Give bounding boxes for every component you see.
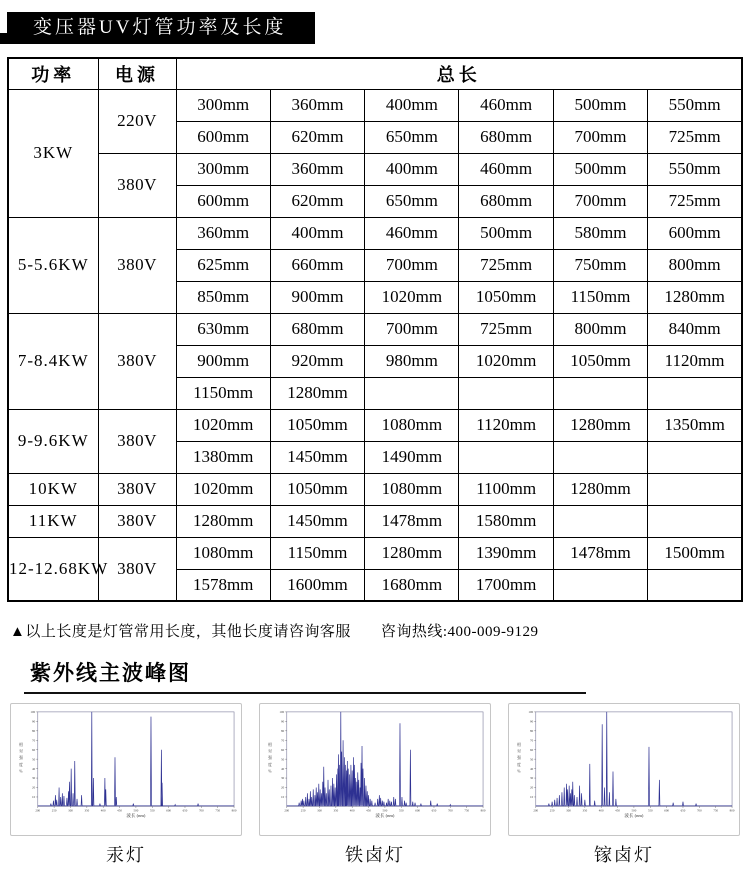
length-cell: 400mm	[365, 89, 459, 121]
length-cell: 1580mm	[459, 505, 553, 537]
svg-text:30: 30	[32, 776, 36, 781]
svg-text:40: 40	[32, 766, 36, 771]
title-bar-notch	[0, 33, 7, 44]
table-row	[8, 313, 742, 345]
svg-text:200: 200	[35, 808, 41, 813]
spectrum-charts-row	[0, 703, 750, 836]
length-cell: 1100mm	[459, 473, 553, 505]
svg-text:80: 80	[530, 728, 534, 733]
col-header-source: 电源	[98, 58, 176, 89]
length-cell: 850mm	[176, 281, 270, 313]
svg-text:750: 750	[464, 808, 470, 813]
svg-text:800: 800	[729, 808, 735, 813]
length-cell: 700mm	[365, 249, 459, 281]
source-cell: 380V	[98, 473, 176, 505]
length-cell: 1020mm	[459, 345, 553, 377]
length-cell: 550mm	[648, 153, 742, 185]
length-cell: 1280mm	[176, 505, 270, 537]
length-cell: 700mm	[365, 313, 459, 345]
length-cell: 1050mm	[270, 473, 364, 505]
svg-text:波长 (nm): 波长 (nm)	[375, 813, 395, 819]
length-cell	[648, 505, 742, 537]
svg-text:700: 700	[447, 808, 453, 813]
length-cell: 1080mm	[365, 473, 459, 505]
chart-label-iron-halide: 铁卤灯	[345, 845, 405, 865]
svg-text:300: 300	[566, 808, 571, 813]
length-cell: 1080mm	[176, 537, 270, 569]
length-cell	[648, 441, 742, 473]
svg-text:波长 (nm): 波长 (nm)	[126, 813, 146, 819]
table-row	[8, 409, 742, 441]
svg-text:500: 500	[382, 808, 388, 813]
svg-text:相: 相	[516, 741, 521, 747]
section-title: 紫外线主波峰图	[30, 662, 191, 685]
svg-text:60: 60	[32, 747, 36, 752]
svg-text:强: 强	[267, 755, 272, 761]
length-cell: 700mm	[553, 121, 647, 153]
length-cell: 1280mm	[270, 377, 364, 409]
svg-text:350: 350	[84, 808, 90, 813]
svg-text:350: 350	[333, 808, 339, 813]
svg-text:对: 对	[18, 748, 23, 754]
svg-text:500: 500	[631, 808, 637, 813]
length-cell: 1578mm	[176, 569, 270, 601]
svg-text:550: 550	[647, 808, 653, 813]
svg-text:550: 550	[398, 808, 404, 813]
table-row	[8, 505, 742, 537]
svg-text:对: 对	[516, 748, 521, 754]
svg-text:30: 30	[281, 776, 285, 781]
length-cell	[459, 377, 553, 409]
length-cell: 1020mm	[176, 473, 270, 505]
chart-label-mercury: 汞灯	[106, 845, 146, 865]
length-cell: 840mm	[648, 313, 742, 345]
length-cell: 1020mm	[365, 281, 459, 313]
svg-text:200: 200	[533, 808, 539, 813]
svg-text:350: 350	[582, 808, 588, 813]
length-cell: 1700mm	[459, 569, 553, 601]
svg-text:300: 300	[68, 808, 73, 813]
note-text: ▲以上长度是灯管常用长度，其他长度请咨询客服	[10, 624, 351, 640]
svg-text:500: 500	[133, 808, 139, 813]
table-row	[8, 473, 742, 505]
length-cell	[648, 473, 742, 505]
svg-text:700: 700	[198, 808, 204, 813]
length-cell: 750mm	[553, 249, 647, 281]
gallium-halide-spectrum-svg	[510, 705, 738, 834]
svg-text:60: 60	[281, 747, 285, 752]
svg-text:相: 相	[267, 741, 272, 747]
length-cell: 1280mm	[648, 281, 742, 313]
length-cell: 725mm	[648, 185, 742, 217]
spectrum-chart-gallium-halide	[508, 703, 740, 836]
length-cell: 1050mm	[459, 281, 553, 313]
svg-text:20: 20	[530, 785, 534, 790]
length-cell	[365, 377, 459, 409]
svg-text:40: 40	[530, 766, 534, 771]
svg-text:相: 相	[18, 741, 23, 747]
svg-text:250: 250	[549, 808, 555, 813]
svg-text:650: 650	[680, 808, 686, 813]
length-cell: 580mm	[553, 217, 647, 249]
source-cell: 380V	[98, 217, 176, 313]
svg-text:250: 250	[300, 808, 306, 813]
spectrum-chart-mercury	[10, 703, 242, 836]
length-cell: 1120mm	[648, 345, 742, 377]
length-cell	[553, 505, 647, 537]
length-cell: 625mm	[176, 249, 270, 281]
power-cell: 5-5.6KW	[8, 217, 98, 313]
length-cell: 680mm	[270, 313, 364, 345]
svg-text:度: 度	[516, 761, 521, 767]
length-cell: 800mm	[553, 313, 647, 345]
length-cell: 650mm	[365, 121, 459, 153]
length-cell: 500mm	[553, 89, 647, 121]
length-cell	[553, 569, 647, 601]
svg-text:450: 450	[366, 808, 371, 813]
table-row	[8, 217, 742, 249]
length-cell: 1120mm	[459, 409, 553, 441]
length-cell: 1280mm	[365, 537, 459, 569]
length-cell: 360mm	[270, 89, 364, 121]
length-cell	[648, 377, 742, 409]
length-cell	[648, 569, 742, 601]
length-cell: 1500mm	[648, 537, 742, 569]
svg-text:20: 20	[32, 785, 36, 790]
length-cell: 1150mm	[270, 537, 364, 569]
svg-text:20: 20	[281, 785, 285, 790]
section-underline	[24, 692, 586, 694]
svg-text:90: 90	[530, 719, 534, 724]
svg-text:650: 650	[431, 808, 437, 813]
svg-text:550: 550	[149, 808, 155, 813]
length-cell: 500mm	[459, 217, 553, 249]
length-cell: 1150mm	[176, 377, 270, 409]
length-cell: 500mm	[553, 153, 647, 185]
svg-text:90: 90	[32, 719, 36, 724]
table-row	[8, 153, 742, 185]
length-cell: 460mm	[365, 217, 459, 249]
length-cell: 660mm	[270, 249, 364, 281]
svg-text:70: 70	[530, 738, 534, 743]
length-cell: 1280mm	[553, 409, 647, 441]
length-cell: 1390mm	[459, 537, 553, 569]
svg-text:600: 600	[415, 808, 421, 813]
length-cell: 360mm	[176, 217, 270, 249]
svg-text:400: 400	[100, 808, 106, 813]
length-cell: 1080mm	[365, 409, 459, 441]
svg-text:强: 强	[516, 755, 521, 761]
spectrum-chart-iron-halide	[259, 703, 491, 836]
svg-text:50: 50	[281, 757, 285, 762]
svg-text:400: 400	[598, 808, 604, 813]
length-cell: 650mm	[365, 185, 459, 217]
svg-text:600: 600	[166, 808, 172, 813]
svg-text:70: 70	[281, 738, 285, 743]
source-cell: 380V	[98, 537, 176, 601]
length-cell: 680mm	[459, 121, 553, 153]
svg-text:10: 10	[530, 795, 534, 800]
length-cell: 725mm	[459, 313, 553, 345]
length-cell: 900mm	[270, 281, 364, 313]
svg-text:对: 对	[267, 748, 272, 754]
table-body	[8, 89, 742, 601]
svg-text:650: 650	[182, 808, 188, 813]
length-cell: 900mm	[176, 345, 270, 377]
svg-text:50: 50	[530, 757, 534, 762]
length-cell: 920mm	[270, 345, 364, 377]
svg-text:10: 10	[32, 795, 36, 800]
svg-text:750: 750	[713, 808, 719, 813]
length-cell: 1350mm	[648, 409, 742, 441]
length-cell: 725mm	[459, 249, 553, 281]
table-row	[8, 537, 742, 569]
length-cell: 600mm	[176, 121, 270, 153]
svg-text:度: 度	[267, 761, 272, 767]
table-header-row	[8, 58, 742, 89]
svg-text:200: 200	[284, 808, 290, 813]
length-cell: 1050mm	[553, 345, 647, 377]
note	[10, 620, 539, 641]
page-title: 变压器UV灯管功率及长度	[33, 17, 287, 38]
length-cell: 460mm	[459, 153, 553, 185]
length-cell	[553, 377, 647, 409]
length-cell: 620mm	[270, 121, 364, 153]
source-cell: 380V	[98, 409, 176, 473]
chart-label-gallium-halide: 镓卤灯	[594, 845, 654, 865]
svg-text:40: 40	[281, 766, 285, 771]
svg-text:600: 600	[664, 808, 670, 813]
svg-text:30: 30	[530, 776, 534, 781]
svg-text:60: 60	[530, 747, 534, 752]
length-cell: 1450mm	[270, 505, 364, 537]
length-cell: 1020mm	[176, 409, 270, 441]
source-cell: 380V	[98, 313, 176, 409]
svg-text:80: 80	[32, 728, 36, 733]
iron-halide-spectrum-svg	[261, 705, 489, 834]
length-cell: 620mm	[270, 185, 364, 217]
length-cell: 800mm	[648, 249, 742, 281]
svg-text:450: 450	[117, 808, 122, 813]
power-cell: 12-12.68KW	[8, 537, 98, 601]
length-cell: 725mm	[648, 121, 742, 153]
hotline-text: 咨询热线:400-009-9129	[380, 624, 539, 640]
length-cell	[553, 441, 647, 473]
svg-text:750: 750	[215, 808, 221, 813]
svg-text:450: 450	[615, 808, 620, 813]
col-header-power: 功率	[8, 58, 98, 89]
svg-text:250: 250	[51, 808, 57, 813]
length-cell: 1680mm	[365, 569, 459, 601]
length-cell: 400mm	[270, 217, 364, 249]
svg-text:70: 70	[32, 738, 36, 743]
length-cell: 680mm	[459, 185, 553, 217]
chart-labels-row	[0, 841, 750, 867]
svg-text:700: 700	[696, 808, 702, 813]
mercury-spectrum-svg	[12, 705, 240, 834]
power-cell: 3KW	[8, 89, 98, 217]
power-cell: 9-9.6KW	[8, 409, 98, 473]
length-cell: 1600mm	[270, 569, 364, 601]
power-cell: 10KW	[8, 473, 98, 505]
svg-text:100: 100	[528, 710, 534, 715]
length-cell: 550mm	[648, 89, 742, 121]
length-cell: 1490mm	[365, 441, 459, 473]
svg-text:100: 100	[30, 710, 36, 715]
svg-text:90: 90	[281, 719, 285, 724]
svg-text:50: 50	[32, 757, 36, 762]
svg-text:80: 80	[281, 728, 285, 733]
length-cell: 1150mm	[553, 281, 647, 313]
length-cell: 400mm	[365, 153, 459, 185]
svg-text:100: 100	[279, 710, 285, 715]
length-cell	[459, 441, 553, 473]
power-cell: 11KW	[8, 505, 98, 537]
length-cell: 1478mm	[365, 505, 459, 537]
length-cell: 460mm	[459, 89, 553, 121]
svg-text:400: 400	[349, 808, 355, 813]
col-header-total-length: 总长	[176, 58, 742, 89]
page-title-bar	[7, 12, 315, 44]
length-cell: 600mm	[176, 185, 270, 217]
svg-text:800: 800	[480, 808, 486, 813]
length-cell: 700mm	[553, 185, 647, 217]
svg-text:800: 800	[231, 808, 237, 813]
length-cell: 980mm	[365, 345, 459, 377]
svg-text:%: %	[517, 768, 521, 774]
length-cell: 1450mm	[270, 441, 364, 473]
source-cell: 380V	[98, 153, 176, 217]
svg-text:10: 10	[281, 795, 285, 800]
length-cell: 1478mm	[553, 537, 647, 569]
length-cell: 630mm	[176, 313, 270, 345]
source-cell: 380V	[98, 505, 176, 537]
power-cell: 7-8.4KW	[8, 313, 98, 409]
svg-text:波长 (nm): 波长 (nm)	[624, 813, 644, 819]
svg-text:强: 强	[18, 755, 23, 761]
length-cell: 300mm	[176, 89, 270, 121]
svg-text:度: 度	[18, 761, 23, 767]
table-row	[8, 89, 742, 121]
length-cell: 1280mm	[553, 473, 647, 505]
length-cell: 1380mm	[176, 441, 270, 473]
svg-text:%: %	[268, 768, 272, 774]
source-cell: 220V	[98, 89, 176, 153]
length-cell: 300mm	[176, 153, 270, 185]
length-cell: 1050mm	[270, 409, 364, 441]
length-cell: 360mm	[270, 153, 364, 185]
length-cell: 600mm	[648, 217, 742, 249]
svg-text:%: %	[19, 768, 23, 774]
svg-text:300: 300	[317, 808, 322, 813]
uv-lamp-spec-table	[7, 57, 743, 602]
